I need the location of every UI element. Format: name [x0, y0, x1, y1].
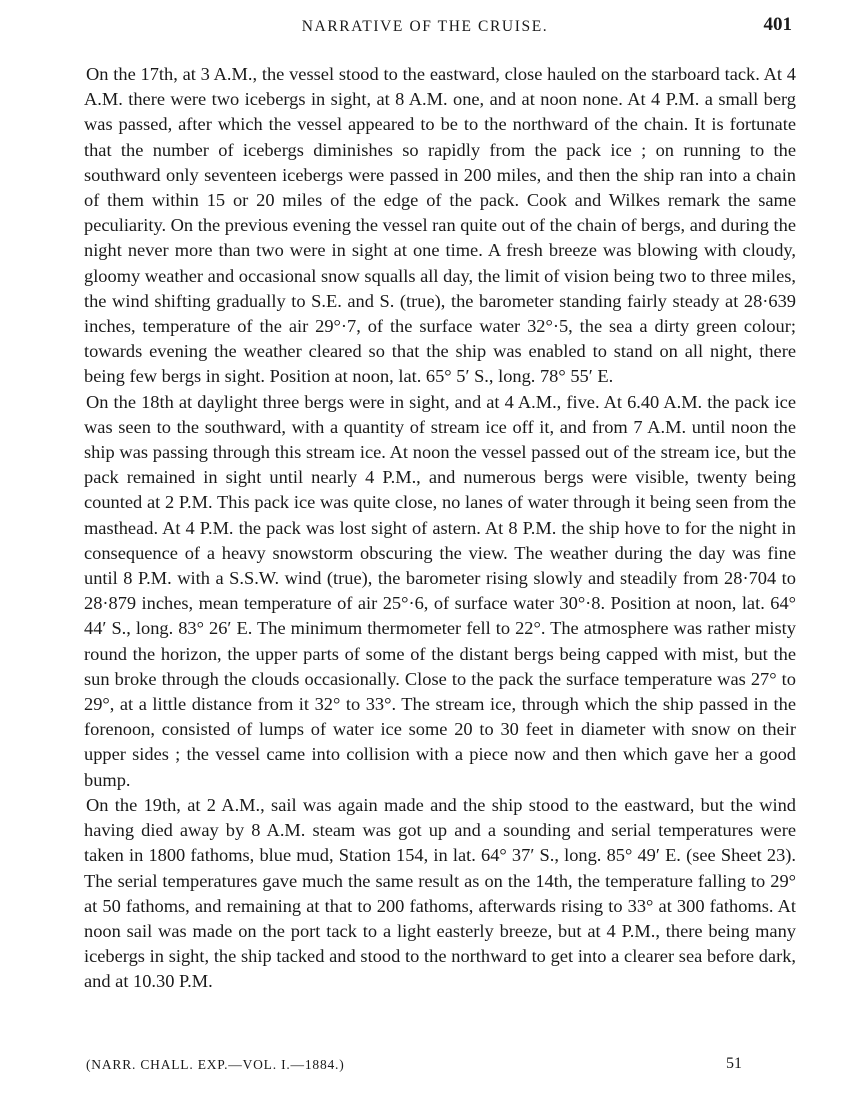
page-body — [84, 62, 796, 995]
page-number: 401 — [763, 14, 792, 35]
signature-number: 51 — [726, 1055, 742, 1072]
page-header — [0, 14, 850, 44]
paragraph-18th: On the 18th at daylight three bergs were in sight, and at 4 A.M., five. At 6.40 A.M. the pack ice was seen to the southward, with a quantity of stream ice off it, and from 7 A.M. until noon the ship was passing through this stream ice. At noon the vessel passed out of the stream ice, but the pack remained in sight until nearly 4 P.M., and numerous bergs were visible, twenty being counted at 2 P.M. This pack ice was quite close, no lanes of water through it being seen from the masthead. At 4 P.M. the pack was lost sight of astern. At 8 P.M. the ship hove to for the night in consequence of a heavy snowstorm obscuring the view. The weather during the day was fine until 8 P.M. with a S.S.W. wind (true), the barometer rising slowly and steadily from 28·704 to 28·879 inches, mean temperature of air 25°·6, of surface water 30°·8. Position at noon, lat. 64° 44′ S., long. 83° 26′ E. The minimum thermometer fell to 22°. The atmosphere was rather misty round the horizon, the upper parts of some of the distant bergs being capped with mist, but the sun broke through the clouds occasionally. Close to the pack the surface temperature was 27° to 29°, at a little distance from it 32° to 33°. The stream ice, through which the ship passed in the forenoon, consisted of lumps of water ice some 20 to 30 feet in diameter with snow on their upper sides ; the vessel came into collision with a piece now and then which gave her a good bump. — [84, 391, 796, 790]
page-footer — [0, 1057, 850, 1081]
paragraph-17th: On the 17th, at 3 A.M., the vessel stood to the eastward, close hauled on the starboard tack. At 4 A.M. there were two icebergs in sight, at 8 A.M. one, and at noon none. At 4 P.M. a small berg was passed, after which the vessel appeared to be to the northward of the chain. It is fortunate that the number of icebergs diminishes so rapidly from the pack ice ; on running to the southward only seventeen icebergs were passed in 200 miles, and then the ship ran into a chain of them within 15 or 20 miles of the edge of the pack. Cook and Wilkes remark the same peculiarity. On the previous evening the vessel ran quite out of the chain of bergs, and during the night never more than two were in sight at one time. A fresh breeze was blowing with cloudy, gloomy weather and occasional snow squalls all day, the limit of vision being two to three miles, the wind shifting gradually to S.E. and S. (true), the barometer standing fairly steady at 28·639 inches, temperature of the air 29°·7, of the surface water 32°·5, the sea a dirty green colour; towards evening the weather cleared so that the ship was enabled to stand on all night, there being few bergs in sight. Position at noon, lat. 65° 5′ S., long. 78° 55′ E. — [84, 64, 796, 387]
running-head: NARRATIVE OF THE CRUISE. — [301, 18, 549, 35]
paragraph-19th: On the 19th, at 2 A.M., sail was again made and the ship stood to the eastward, but the wind having died away by 8 A.M. steam was got up and a sounding and serial temperatures were taken in 1800 fathoms, blue mud, Station 154, in lat. 64° 37′ S., long. 85° 49′ E. (see Sheet 23). The serial temperatures gave much the same result as on the 14th, the temperature falling to 29° at 50 fathoms, and remaining at that to 200 fathoms, afterwards rising to 33° at 300 fathoms. At noon sail was made on the port tack to a light easterly breeze, but at 4 P.M., there being many icebergs in sight, the ship tacked and stood to the northward to get into a clearer sea before dark, and at 10.30 P.M. — [84, 794, 796, 992]
printer-signature: (NARR. CHALL. EXP.—VOL. I.—1884.) — [86, 1057, 345, 1072]
